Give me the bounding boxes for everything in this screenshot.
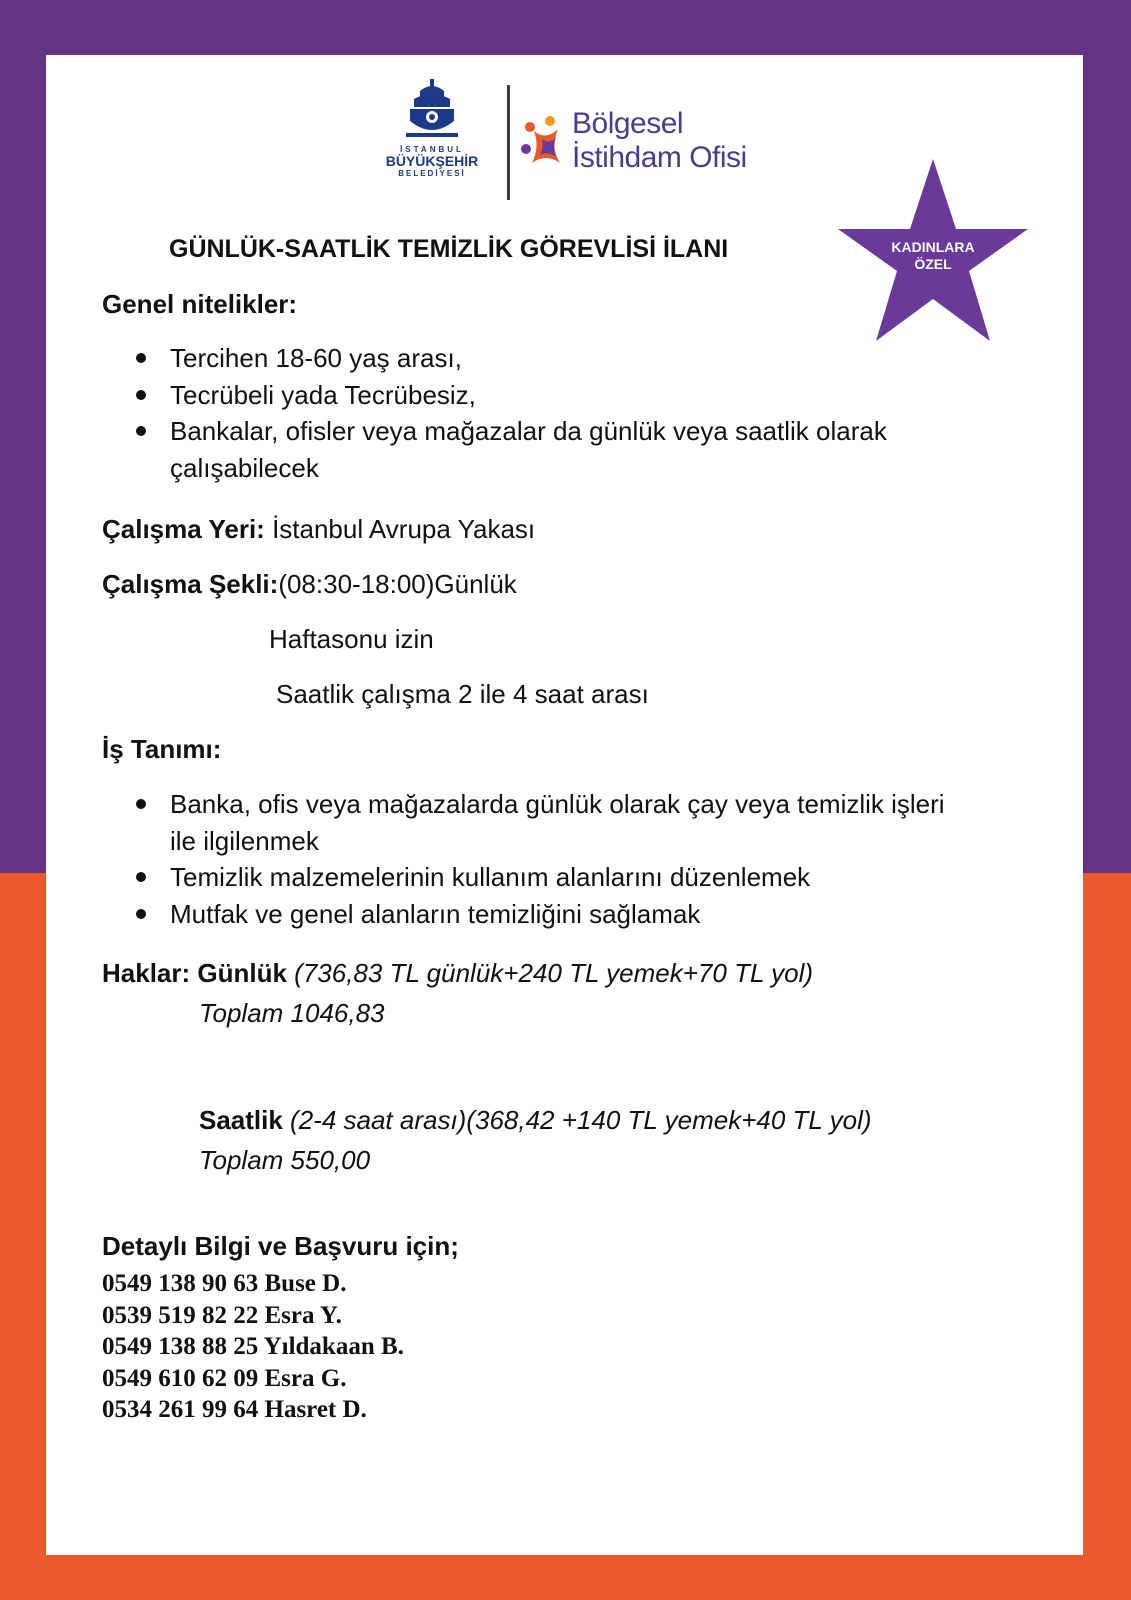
qualifications-list [102, 340, 887, 486]
location-line [102, 511, 535, 547]
job-heading: İş Tanımı: [102, 734, 222, 764]
office-logo-mark-icon [520, 115, 570, 173]
rights-label: Haklar: Günlük [102, 958, 287, 988]
schedule-value: (08:30-18:00)Günlük [278, 569, 517, 599]
job-list [102, 786, 945, 932]
star-badge-text [838, 239, 1028, 273]
bullet-icon [136, 426, 146, 436]
office-logo-text [572, 107, 747, 175]
contact-phone: 0534 261 99 64 Hasret D. [102, 1396, 367, 1423]
rights-hourly-label: Saatlik [199, 1105, 283, 1135]
contact-phone: 0549 610 62 09 Esra G. [102, 1364, 347, 1392]
rights-daily-total: Toplam 1046,83 [199, 998, 385, 1028]
ibb-logo-line2: BÜYÜKŞEHİR [385, 153, 479, 169]
rights-daily-line [102, 955, 813, 991]
contact-phone: 0549 138 90 63 Buse D. [102, 1270, 347, 1297]
office-logo-line2: İstihdam Ofisi [572, 141, 747, 174]
list-item [102, 859, 945, 896]
rights-hourly-detail: (2-4 saat arası)(368,42 +140 TL yemek+40 TL yol) [282, 1105, 872, 1135]
ibb-logo-line1: İSTANBUL [400, 145, 464, 154]
bullet-icon [136, 872, 146, 882]
bullet-icon [136, 909, 146, 919]
qualifications-heading: Genel nitelikler: [102, 289, 298, 319]
list-item-text-cont: ile ilgilenmek [170, 825, 319, 856]
list-item-text: Mutfak ve genel alanların temizliğini sağlamak [170, 898, 701, 929]
list-item [102, 413, 887, 486]
contact-phone-list [102, 1268, 404, 1426]
bullet-icon [136, 799, 146, 809]
schedule-hourly: Saatlik çalışma 2 ile 4 saat arası [276, 679, 649, 709]
list-item [102, 340, 887, 377]
location-label: Çalışma Yeri: [102, 514, 265, 544]
ibb-logo [372, 77, 492, 197]
rights-daily-detail: (736,83 TL günlük+240 TL yemek+70 TL yol) [286, 958, 814, 988]
office-logo-line1: Bölgesel [572, 107, 684, 140]
ibb-logo-line3: BELEDİYESİ [398, 169, 466, 178]
rights-hourly-total: Toplam 550,00 [199, 1145, 371, 1175]
schedule-weekend: Haftasonu izin [269, 624, 434, 654]
list-item [102, 377, 887, 414]
list-item-text: Tercihen 18-60 yaş arası, [170, 343, 462, 373]
star-badge-line2: ÖZEL [914, 256, 952, 272]
contact-heading: Detaylı Bilgi ve Başvuru için; [102, 1231, 459, 1261]
women-only-star-badge [838, 159, 1028, 344]
location-value: İstanbul Avrupa Yakası [264, 514, 536, 544]
page-title: GÜNLÜK-SAATLİK TEMİZLİK GÖREVLİSİ İLANI [169, 235, 729, 263]
bullet-icon [136, 353, 146, 363]
poster-sheet [46, 55, 1083, 1555]
list-item-text: Tecrübeli yada Tecrübesiz, [170, 379, 476, 410]
list-item [102, 896, 945, 933]
contact-phone: 0549 138 88 25 Yıldakaan B. [102, 1333, 404, 1360]
schedule-line [102, 566, 517, 602]
list-item-text: Banka, ofis veya mağazalarda günlük olarak çay veya temizlik işleri [170, 789, 945, 819]
bullet-icon [136, 390, 146, 400]
ibb-emblem-icon [402, 77, 462, 143]
star-badge-line1: KADINLARA [891, 239, 975, 255]
office-logo [520, 107, 800, 187]
contact-phone: 0539 519 82 22 Esra Y. [102, 1301, 342, 1329]
rights-hourly-line [199, 1102, 872, 1138]
list-item-text-cont: çalışabilecek [170, 452, 319, 483]
list-item-text: Bankalar, ofisler veya mağazalar da günlük veya saatlik olarak [170, 416, 887, 446]
list-item-text: Temizlik malzemelerinin kullanım alanlarını düzenlemek [170, 862, 811, 892]
logo-divider [507, 85, 510, 200]
list-item [102, 786, 945, 859]
schedule-label: Çalışma Şekli: [102, 569, 279, 599]
